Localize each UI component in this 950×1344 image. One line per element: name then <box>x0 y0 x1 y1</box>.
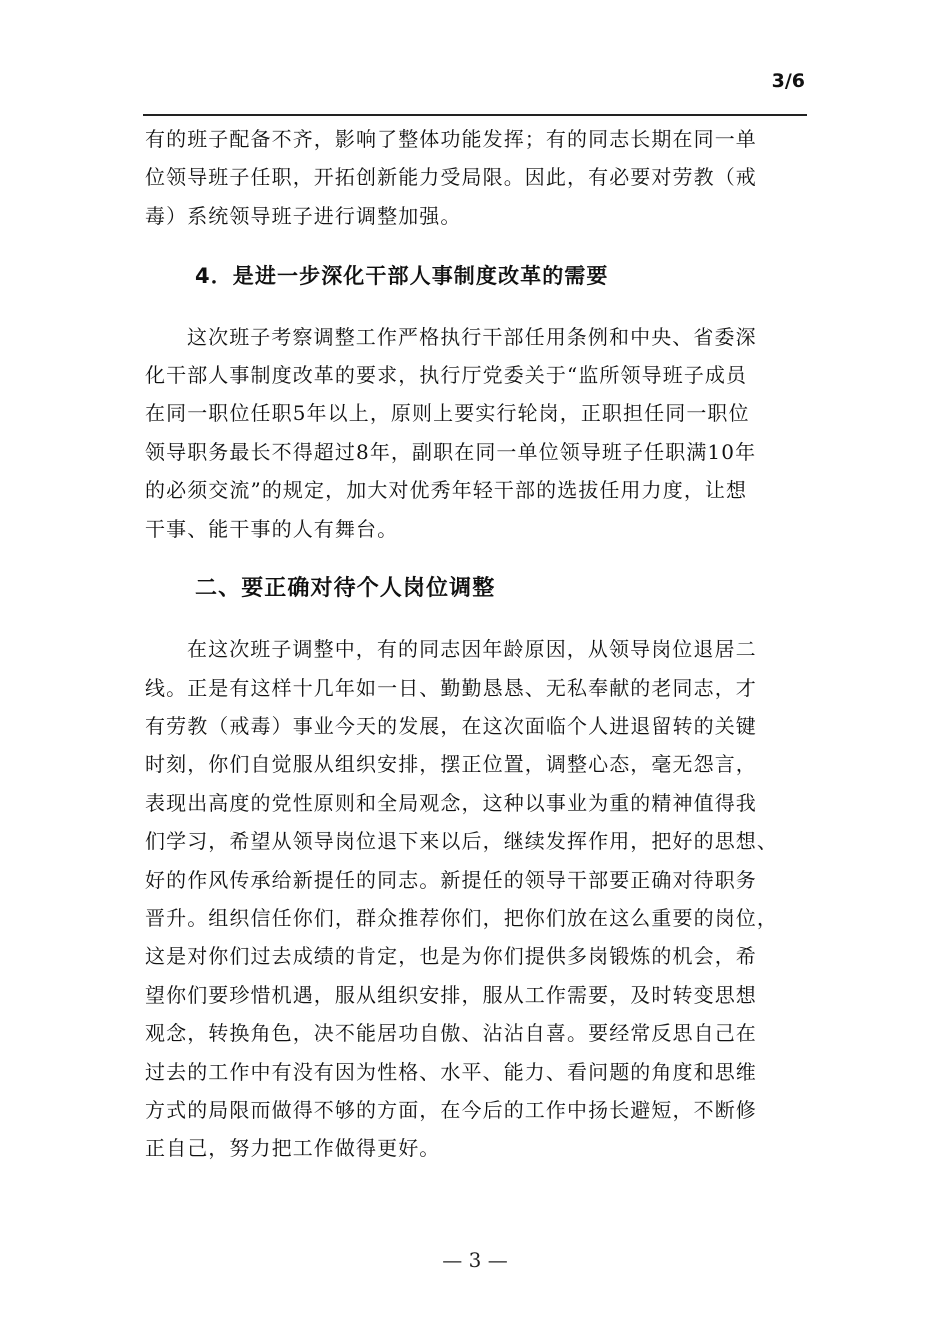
text-line: 线。正是有这样十几年如一日、勤勤恳恳、无私奉献的老同志，才 <box>145 675 757 700</box>
text-line: 好的作风传承给新提任的同志。新提任的领导干部要正确对待职务 <box>145 867 757 892</box>
text-line: 晋升。组织信任你们，群众推荐你们，把你们放在这么重要的岗位， <box>145 906 778 931</box>
text-line: 方式的局限而做得不够的方面，在今后的工作中扬长避短，不断修 <box>145 1097 757 1122</box>
paragraph-position-adjustment <box>145 630 810 1167</box>
text-line: 望你们要珍惜机遇，服从组织安排，服从工作需要，及时转变思想 <box>145 982 757 1007</box>
page-indicator: 3/6 <box>771 70 805 92</box>
text-line: 们学习，希望从领导岗位退下来以后，继续发挥作用，把好的思想、 <box>145 829 778 854</box>
text-line: 过去的工作中有没有因为性格、水平、能力、看问题的角度和思维 <box>145 1059 757 1084</box>
text-line: 干事、能干事的人有舞台。 <box>145 516 399 541</box>
section-heading-2: 二、要正确对待个人岗位调整 <box>195 575 496 601</box>
text-line: 有的班子配备不齐，影响了整体功能发挥；有的同志长期在同一单 <box>145 127 757 151</box>
section-heading-4: 4．是进一步深化干部人事制度改革的需要 <box>195 264 609 289</box>
footer-page-number: — 3 — <box>442 1248 508 1272</box>
text-line: 这是对你们过去成绩的肯定，也是为你们提供多岗锻炼的机会，希 <box>145 944 757 969</box>
text-line: 这次班子考察调整工作严格执行干部任用条例和中央、省委深 <box>187 324 757 349</box>
text-line: 在同一职位任职5年以上，原则上要实行轮岗，正职担任同一职位 <box>145 401 750 426</box>
paragraph-continuation <box>145 120 810 235</box>
text-line: 在这次班子调整中，有的同志因年龄原因，从领导岗位退居二 <box>187 637 757 662</box>
text-line: 正自己，努力把工作做得更好。 <box>145 1136 441 1161</box>
document-body <box>145 120 810 1168</box>
text-line: 时刻，你们自觉服从组织安排，摆正位置，调整心态，毫无怨言， <box>145 752 757 777</box>
text-line: 观念，转换角色，决不能居功自傲、沾沾自喜。要经常反思自己在 <box>145 1021 757 1046</box>
text-line: 化干部人事制度改革的要求，执行厅党委关于“监所领导班子成员 <box>145 362 748 387</box>
paragraph-reform <box>145 318 810 548</box>
text-line: 毒）系统领导班子进行调整加强。 <box>145 203 462 228</box>
text-line: 领导职务最长不得超过8年，副职在同一单位领导班子任职满10年 <box>145 439 757 464</box>
text-line: 有劳教（戒毒）事业今天的发展，在这次面临个人进退留转的关键 <box>145 714 757 739</box>
text-line: 的必须交流”的规定，加大对优秀年轻干部的选拔任用力度，让想 <box>145 478 748 503</box>
text-line: 表现出高度的党性原则和全局观念，这种以事业为重的精神值得我 <box>145 790 757 815</box>
header-rule <box>143 114 807 116</box>
text-line: 位领导班子任职，开拓创新能力受局限。因此，有必要对劳教（戒 <box>145 165 757 190</box>
